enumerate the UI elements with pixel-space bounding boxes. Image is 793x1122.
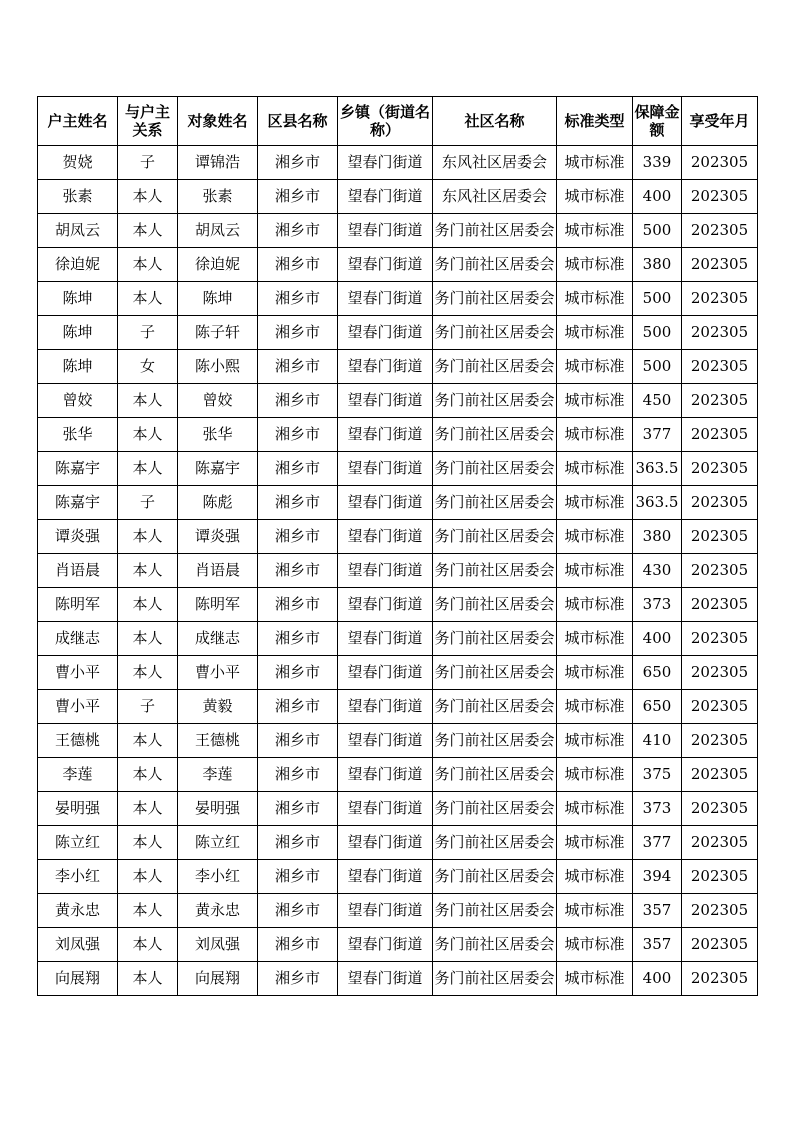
cell-month: 202305 — [682, 554, 758, 588]
cell-recipient-name: 王德桃 — [178, 724, 258, 758]
cell-householder-name: 胡凤云 — [38, 214, 118, 248]
cell-amount: 400 — [633, 962, 682, 996]
cell-recipient-name: 陈立红 — [178, 826, 258, 860]
cell-township: 望春门街道 — [338, 554, 433, 588]
cell-amount: 450 — [633, 384, 682, 418]
cell-standard-type: 城市标准 — [557, 690, 633, 724]
cell-householder-name: 陈明军 — [38, 588, 118, 622]
cell-relation: 本人 — [118, 418, 178, 452]
cell-township: 望春门街道 — [338, 214, 433, 248]
table-row — [38, 214, 758, 248]
table-row — [38, 520, 758, 554]
cell-amount: 339 — [633, 146, 682, 180]
cell-community: 务门前社区居委会 — [433, 248, 557, 282]
cell-relation: 子 — [118, 486, 178, 520]
cell-standard-type: 城市标准 — [557, 622, 633, 656]
cell-standard-type: 城市标准 — [557, 894, 633, 928]
table-row — [38, 962, 758, 996]
cell-standard-type: 城市标准 — [557, 452, 633, 486]
cell-county: 湘乡市 — [258, 384, 338, 418]
cell-county: 湘乡市 — [258, 214, 338, 248]
cell-amount: 394 — [633, 860, 682, 894]
cell-month: 202305 — [682, 146, 758, 180]
cell-recipient-name: 李莲 — [178, 758, 258, 792]
cell-township: 望春门街道 — [338, 622, 433, 656]
cell-community: 务门前社区居委会 — [433, 588, 557, 622]
cell-amount: 410 — [633, 724, 682, 758]
cell-amount: 363.5 — [633, 452, 682, 486]
cell-month: 202305 — [682, 520, 758, 554]
cell-householder-name: 陈嘉宇 — [38, 452, 118, 486]
header-county: 区县名称 — [258, 97, 338, 146]
cell-standard-type: 城市标准 — [557, 384, 633, 418]
cell-amount: 363.5 — [633, 486, 682, 520]
cell-householder-name: 陈坤 — [38, 282, 118, 316]
cell-householder-name: 刘凤强 — [38, 928, 118, 962]
cell-recipient-name: 陈子轩 — [178, 316, 258, 350]
cell-month: 202305 — [682, 588, 758, 622]
cell-householder-name: 李莲 — [38, 758, 118, 792]
cell-county: 湘乡市 — [258, 758, 338, 792]
cell-relation: 本人 — [118, 792, 178, 826]
cell-relation: 本人 — [118, 384, 178, 418]
cell-county: 湘乡市 — [258, 860, 338, 894]
cell-month: 202305 — [682, 418, 758, 452]
cell-county: 湘乡市 — [258, 622, 338, 656]
cell-standard-type: 城市标准 — [557, 758, 633, 792]
cell-amount: 500 — [633, 350, 682, 384]
cell-relation: 本人 — [118, 758, 178, 792]
cell-county: 湘乡市 — [258, 486, 338, 520]
cell-relation: 女 — [118, 350, 178, 384]
cell-amount: 650 — [633, 690, 682, 724]
cell-community: 务门前社区居委会 — [433, 520, 557, 554]
cell-county: 湘乡市 — [258, 962, 338, 996]
cell-standard-type: 城市标准 — [557, 860, 633, 894]
cell-amount: 650 — [633, 656, 682, 690]
cell-county: 湘乡市 — [258, 826, 338, 860]
cell-relation: 本人 — [118, 588, 178, 622]
cell-recipient-name: 晏明强 — [178, 792, 258, 826]
cell-relation: 本人 — [118, 452, 178, 486]
cell-month: 202305 — [682, 622, 758, 656]
table-row — [38, 724, 758, 758]
table-row — [38, 350, 758, 384]
cell-month: 202305 — [682, 860, 758, 894]
cell-month: 202305 — [682, 962, 758, 996]
cell-relation: 本人 — [118, 860, 178, 894]
cell-community: 务门前社区居委会 — [433, 792, 557, 826]
cell-recipient-name: 谭炎强 — [178, 520, 258, 554]
cell-relation: 本人 — [118, 656, 178, 690]
cell-standard-type: 城市标准 — [557, 282, 633, 316]
table-row — [38, 418, 758, 452]
cell-standard-type: 城市标准 — [557, 826, 633, 860]
cell-recipient-name: 徐迫妮 — [178, 248, 258, 282]
cell-month: 202305 — [682, 690, 758, 724]
cell-township: 望春门街道 — [338, 690, 433, 724]
cell-county: 湘乡市 — [258, 554, 338, 588]
cell-standard-type: 城市标准 — [557, 724, 633, 758]
cell-township: 望春门街道 — [338, 826, 433, 860]
cell-month: 202305 — [682, 894, 758, 928]
cell-recipient-name: 成继志 — [178, 622, 258, 656]
header-relation: 与户主关系 — [118, 97, 178, 146]
cell-recipient-name: 陈坤 — [178, 282, 258, 316]
cell-householder-name: 徐迫妮 — [38, 248, 118, 282]
table-row — [38, 826, 758, 860]
cell-month: 202305 — [682, 316, 758, 350]
cell-month: 202305 — [682, 452, 758, 486]
cell-amount: 357 — [633, 928, 682, 962]
cell-community: 务门前社区居委会 — [433, 214, 557, 248]
cell-standard-type: 城市标准 — [557, 554, 633, 588]
cell-county: 湘乡市 — [258, 894, 338, 928]
cell-community: 务门前社区居委会 — [433, 486, 557, 520]
cell-recipient-name: 黄永忠 — [178, 894, 258, 928]
cell-householder-name: 陈立红 — [38, 826, 118, 860]
table-body — [38, 146, 758, 996]
cell-amount: 500 — [633, 316, 682, 350]
cell-county: 湘乡市 — [258, 724, 338, 758]
cell-amount: 430 — [633, 554, 682, 588]
cell-county: 湘乡市 — [258, 928, 338, 962]
cell-month: 202305 — [682, 248, 758, 282]
cell-month: 202305 — [682, 656, 758, 690]
cell-township: 望春门街道 — [338, 860, 433, 894]
cell-standard-type: 城市标准 — [557, 928, 633, 962]
cell-amount: 380 — [633, 520, 682, 554]
cell-recipient-name: 张华 — [178, 418, 258, 452]
table-row — [38, 792, 758, 826]
header-community: 社区名称 — [433, 97, 557, 146]
cell-month: 202305 — [682, 724, 758, 758]
cell-township: 望春门街道 — [338, 248, 433, 282]
header-recipient-name: 对象姓名 — [178, 97, 258, 146]
cell-month: 202305 — [682, 180, 758, 214]
cell-township: 望春门街道 — [338, 350, 433, 384]
cell-relation: 本人 — [118, 214, 178, 248]
cell-county: 湘乡市 — [258, 656, 338, 690]
cell-standard-type: 城市标准 — [557, 248, 633, 282]
cell-amount: 400 — [633, 622, 682, 656]
cell-recipient-name: 陈嘉宇 — [178, 452, 258, 486]
cell-amount: 377 — [633, 826, 682, 860]
cell-county: 湘乡市 — [258, 350, 338, 384]
cell-recipient-name: 胡凤云 — [178, 214, 258, 248]
cell-relation: 子 — [118, 690, 178, 724]
cell-township: 望春门街道 — [338, 962, 433, 996]
cell-township: 望春门街道 — [338, 282, 433, 316]
cell-householder-name: 曹小平 — [38, 656, 118, 690]
cell-county: 湘乡市 — [258, 588, 338, 622]
cell-standard-type: 城市标准 — [557, 588, 633, 622]
cell-standard-type: 城市标准 — [557, 656, 633, 690]
cell-community: 务门前社区居委会 — [433, 384, 557, 418]
cell-relation: 子 — [118, 146, 178, 180]
cell-relation: 本人 — [118, 622, 178, 656]
cell-householder-name: 陈坤 — [38, 316, 118, 350]
subsidy-table — [37, 96, 758, 996]
cell-householder-name: 谭炎强 — [38, 520, 118, 554]
cell-amount: 500 — [633, 214, 682, 248]
cell-month: 202305 — [682, 758, 758, 792]
cell-standard-type: 城市标准 — [557, 520, 633, 554]
cell-community: 东风社区居委会 — [433, 146, 557, 180]
cell-community: 务门前社区居委会 — [433, 452, 557, 486]
table-row — [38, 928, 758, 962]
cell-township: 望春门街道 — [338, 418, 433, 452]
cell-community: 务门前社区居委会 — [433, 554, 557, 588]
cell-recipient-name: 向展翔 — [178, 962, 258, 996]
cell-community: 务门前社区居委会 — [433, 282, 557, 316]
cell-standard-type: 城市标准 — [557, 792, 633, 826]
cell-county: 湘乡市 — [258, 792, 338, 826]
header-standard-type: 标准类型 — [557, 97, 633, 146]
header-township: 乡镇（街道名称） — [338, 97, 433, 146]
header-householder-name: 户主姓名 — [38, 97, 118, 146]
cell-relation: 本人 — [118, 180, 178, 214]
table-row — [38, 588, 758, 622]
cell-recipient-name: 黄毅 — [178, 690, 258, 724]
cell-householder-name: 黄永忠 — [38, 894, 118, 928]
cell-amount: 357 — [633, 894, 682, 928]
cell-amount: 373 — [633, 792, 682, 826]
header-month: 享受年月 — [682, 97, 758, 146]
cell-community: 务门前社区居委会 — [433, 724, 557, 758]
cell-month: 202305 — [682, 792, 758, 826]
cell-householder-name: 陈嘉宇 — [38, 486, 118, 520]
cell-community: 务门前社区居委会 — [433, 656, 557, 690]
cell-householder-name: 曹小平 — [38, 690, 118, 724]
table-row — [38, 316, 758, 350]
cell-recipient-name: 陈彪 — [178, 486, 258, 520]
cell-householder-name: 曾姣 — [38, 384, 118, 418]
cell-relation: 本人 — [118, 826, 178, 860]
cell-community: 务门前社区居委会 — [433, 622, 557, 656]
cell-month: 202305 — [682, 350, 758, 384]
cell-county: 湘乡市 — [258, 520, 338, 554]
cell-township: 望春门街道 — [338, 588, 433, 622]
table-row — [38, 894, 758, 928]
table-row — [38, 248, 758, 282]
cell-township: 望春门街道 — [338, 486, 433, 520]
cell-county: 湘乡市 — [258, 282, 338, 316]
cell-community: 务门前社区居委会 — [433, 928, 557, 962]
cell-recipient-name: 陈小熙 — [178, 350, 258, 384]
cell-county: 湘乡市 — [258, 316, 338, 350]
cell-relation: 本人 — [118, 894, 178, 928]
cell-community: 务门前社区居委会 — [433, 418, 557, 452]
cell-householder-name: 成继志 — [38, 622, 118, 656]
cell-amount: 500 — [633, 282, 682, 316]
cell-township: 望春门街道 — [338, 656, 433, 690]
cell-relation: 本人 — [118, 928, 178, 962]
cell-community: 东风社区居委会 — [433, 180, 557, 214]
table-row — [38, 656, 758, 690]
table-row — [38, 452, 758, 486]
cell-county: 湘乡市 — [258, 452, 338, 486]
table-row — [38, 554, 758, 588]
cell-recipient-name: 张素 — [178, 180, 258, 214]
cell-amount: 380 — [633, 248, 682, 282]
cell-community: 务门前社区居委会 — [433, 962, 557, 996]
table-row — [38, 384, 758, 418]
cell-amount: 375 — [633, 758, 682, 792]
table-row — [38, 860, 758, 894]
cell-relation: 子 — [118, 316, 178, 350]
table-row — [38, 622, 758, 656]
header-row — [38, 97, 758, 146]
cell-county: 湘乡市 — [258, 180, 338, 214]
cell-standard-type: 城市标准 — [557, 962, 633, 996]
cell-month: 202305 — [682, 928, 758, 962]
cell-community: 务门前社区居委会 — [433, 860, 557, 894]
cell-standard-type: 城市标准 — [557, 486, 633, 520]
cell-county: 湘乡市 — [258, 146, 338, 180]
cell-relation: 本人 — [118, 520, 178, 554]
cell-county: 湘乡市 — [258, 690, 338, 724]
cell-relation: 本人 — [118, 724, 178, 758]
cell-standard-type: 城市标准 — [557, 214, 633, 248]
table-row — [38, 486, 758, 520]
cell-community: 务门前社区居委会 — [433, 316, 557, 350]
cell-township: 望春门街道 — [338, 146, 433, 180]
table-row — [38, 282, 758, 316]
cell-relation: 本人 — [118, 282, 178, 316]
cell-township: 望春门街道 — [338, 452, 433, 486]
cell-householder-name: 张素 — [38, 180, 118, 214]
cell-householder-name: 晏明强 — [38, 792, 118, 826]
cell-township: 望春门街道 — [338, 384, 433, 418]
cell-recipient-name: 曹小平 — [178, 656, 258, 690]
cell-community: 务门前社区居委会 — [433, 690, 557, 724]
cell-township: 望春门街道 — [338, 520, 433, 554]
cell-householder-name: 李小红 — [38, 860, 118, 894]
cell-amount: 377 — [633, 418, 682, 452]
cell-community: 务门前社区居委会 — [433, 758, 557, 792]
table-row — [38, 146, 758, 180]
cell-householder-name: 张华 — [38, 418, 118, 452]
cell-month: 202305 — [682, 282, 758, 316]
cell-recipient-name: 李小红 — [178, 860, 258, 894]
cell-householder-name: 王德桃 — [38, 724, 118, 758]
cell-standard-type: 城市标准 — [557, 418, 633, 452]
cell-recipient-name: 陈明军 — [178, 588, 258, 622]
cell-township: 望春门街道 — [338, 894, 433, 928]
header-amount: 保障金额 — [633, 97, 682, 146]
cell-recipient-name: 曾姣 — [178, 384, 258, 418]
cell-month: 202305 — [682, 826, 758, 860]
cell-recipient-name: 刘凤强 — [178, 928, 258, 962]
cell-householder-name: 向展翔 — [38, 962, 118, 996]
cell-township: 望春门街道 — [338, 792, 433, 826]
cell-township: 望春门街道 — [338, 180, 433, 214]
cell-community: 务门前社区居委会 — [433, 350, 557, 384]
cell-standard-type: 城市标准 — [557, 146, 633, 180]
cell-month: 202305 — [682, 384, 758, 418]
cell-amount: 400 — [633, 180, 682, 214]
cell-county: 湘乡市 — [258, 418, 338, 452]
cell-township: 望春门街道 — [338, 316, 433, 350]
cell-standard-type: 城市标准 — [557, 350, 633, 384]
cell-householder-name: 贺娆 — [38, 146, 118, 180]
cell-amount: 373 — [633, 588, 682, 622]
cell-township: 望春门街道 — [338, 724, 433, 758]
cell-relation: 本人 — [118, 962, 178, 996]
cell-standard-type: 城市标准 — [557, 180, 633, 214]
cell-recipient-name: 谭锦浩 — [178, 146, 258, 180]
table-row — [38, 758, 758, 792]
cell-county: 湘乡市 — [258, 248, 338, 282]
cell-relation: 本人 — [118, 248, 178, 282]
table-row — [38, 180, 758, 214]
cell-community: 务门前社区居委会 — [433, 894, 557, 928]
cell-township: 望春门街道 — [338, 928, 433, 962]
cell-community: 务门前社区居委会 — [433, 826, 557, 860]
cell-householder-name: 肖语晨 — [38, 554, 118, 588]
cell-householder-name: 陈坤 — [38, 350, 118, 384]
cell-relation: 本人 — [118, 554, 178, 588]
table-row — [38, 690, 758, 724]
cell-township: 望春门街道 — [338, 758, 433, 792]
cell-recipient-name: 肖语晨 — [178, 554, 258, 588]
cell-month: 202305 — [682, 486, 758, 520]
cell-month: 202305 — [682, 214, 758, 248]
cell-standard-type: 城市标准 — [557, 316, 633, 350]
